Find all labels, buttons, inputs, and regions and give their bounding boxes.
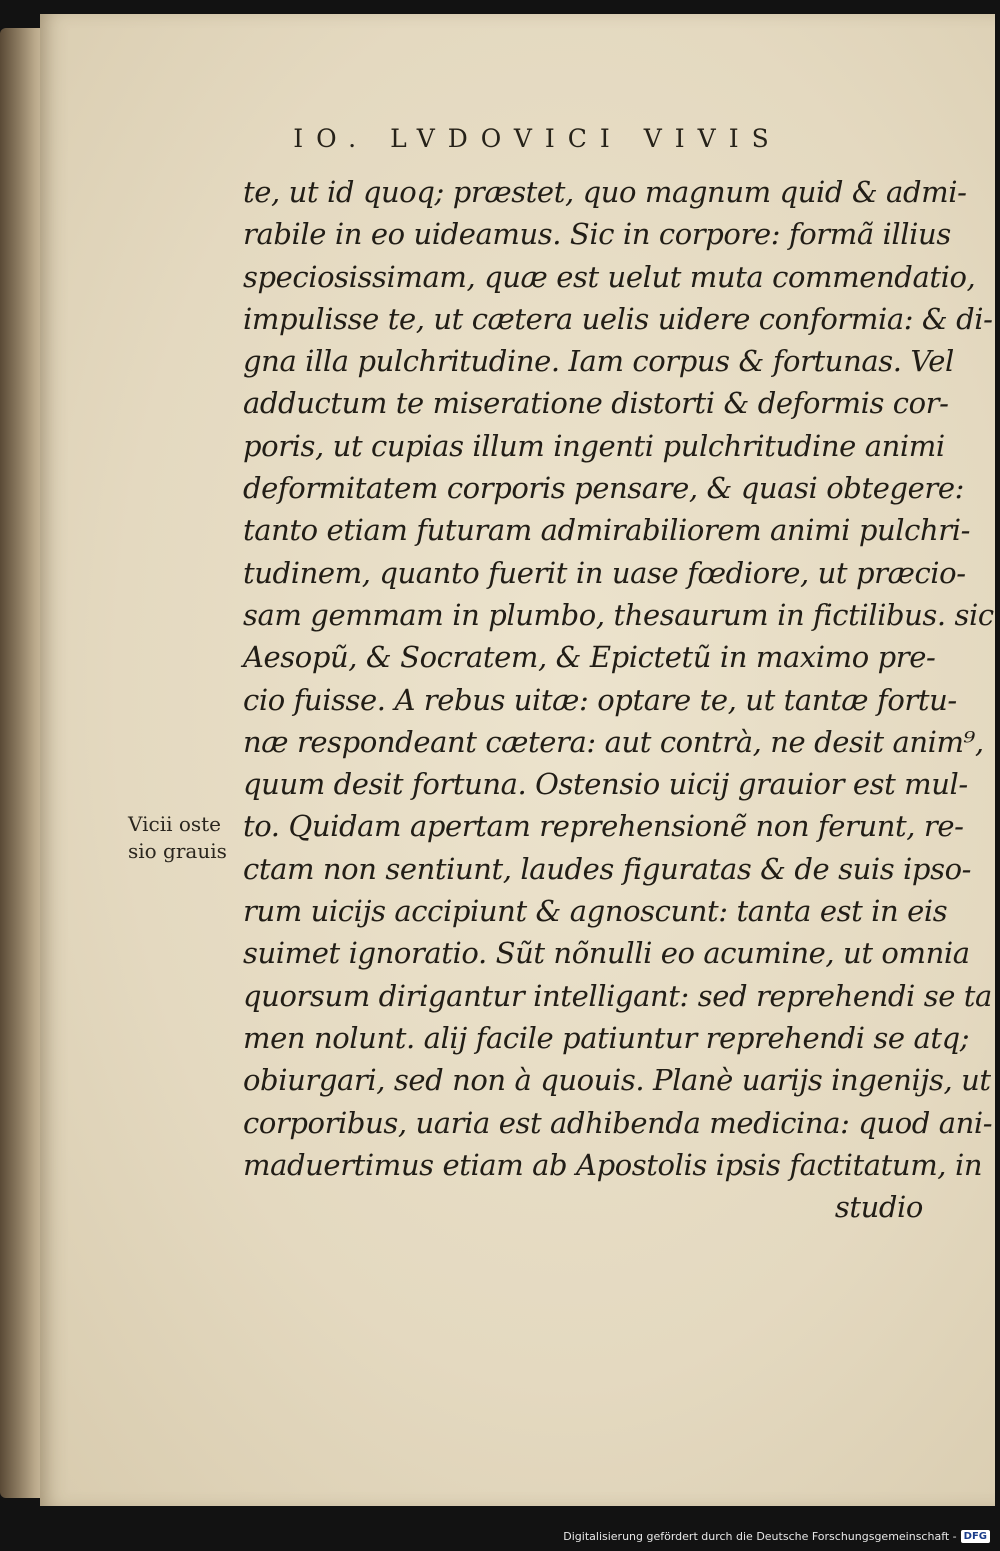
- text-line: impulisse te, ut cætera uelis uidere conformia: & di-: [243, 301, 993, 336]
- text-line: to. Quidam apertam reprehensionẽ non ferunt, re-: [243, 809, 964, 844]
- text-line: cio fuisse. A rebus uitæ: optare te, ut tantæ fortu-: [243, 682, 957, 717]
- text-line: quum desit fortuna. Ostensio uicij grauior est mul-: [243, 767, 968, 802]
- text-line: rum uicijs accipiunt & agnoscunt: tanta est in eis: [243, 894, 948, 929]
- running-head: IO. LVDOVICI VIVIS: [293, 124, 782, 153]
- footer-credit: [563, 1530, 990, 1543]
- text-line: men nolunt. alij facile patiuntur reprehendi se atq;: [243, 1020, 970, 1055]
- text-line: maduertimus etiam ab Apostolis ipsis factitatum, in: [243, 1147, 983, 1182]
- text-line: sam gemmam in plumbo, thesaurum in fictilibus. sic: [243, 597, 994, 632]
- text-line: obiurgari, sed non à quouis. Planè uarijs ingenijs, ut: [243, 1063, 991, 1098]
- body-text: [243, 171, 994, 1228]
- text-line: speciosissimam, quæ est uelut muta commendatio,: [243, 259, 976, 294]
- credit-text: Digitalisierung gefördert durch die Deutsche Forschungsgemeinschaft -: [563, 1530, 957, 1543]
- text-line: tanto etiam futuram admirabiliorem animi pulchri-: [243, 513, 971, 548]
- marginal-note: [128, 811, 238, 865]
- catchword: studio: [834, 1190, 923, 1225]
- text-line: tudinem, quanto fuerit in uase fœdiore, ut præcio-: [243, 555, 966, 590]
- text-line: poris, ut cupias illum ingenti pulchritudine animi: [243, 428, 945, 463]
- text-line: ctam non sentiunt, laudes figuratas & de suis ipso-: [243, 851, 972, 886]
- marginal-note-line-2: sio grauis: [128, 839, 227, 863]
- text-line: gna illa pulchritudine. Iam corpus & fortunas. Vel: [243, 344, 954, 379]
- text-line: te, ut id quoq; præstet, quo magnum quid & admi-: [243, 175, 967, 209]
- dfg-logo: DFG: [961, 1530, 990, 1543]
- text-line: Aesopũ, & Socratem, & Epictetũ in maximo pre-: [243, 640, 936, 675]
- text-line: rabile in eo uideamus. Sic in corpore: formã illius: [243, 217, 951, 252]
- book-page: [40, 14, 995, 1506]
- text-line: corporibus, uaria est adhibenda medicina: quod ani-: [243, 1105, 993, 1140]
- marginal-note-line-1: Vicii oste: [128, 812, 222, 836]
- text-line: quorsum dirigantur intelligant: sed reprehendi se ta: [243, 978, 992, 1013]
- text-line: suimet ignoratio. Sũt nõnulli eo acumine, ut omnia: [243, 936, 970, 971]
- text-line: adductum te miseratione distorti & deformis cor-: [243, 386, 949, 421]
- text-line: næ respondeant cætera: aut contrà, ne desit anim⁹,: [243, 724, 984, 759]
- text-line: deformitatem corporis pensare, & quasi obtegere:: [243, 471, 964, 506]
